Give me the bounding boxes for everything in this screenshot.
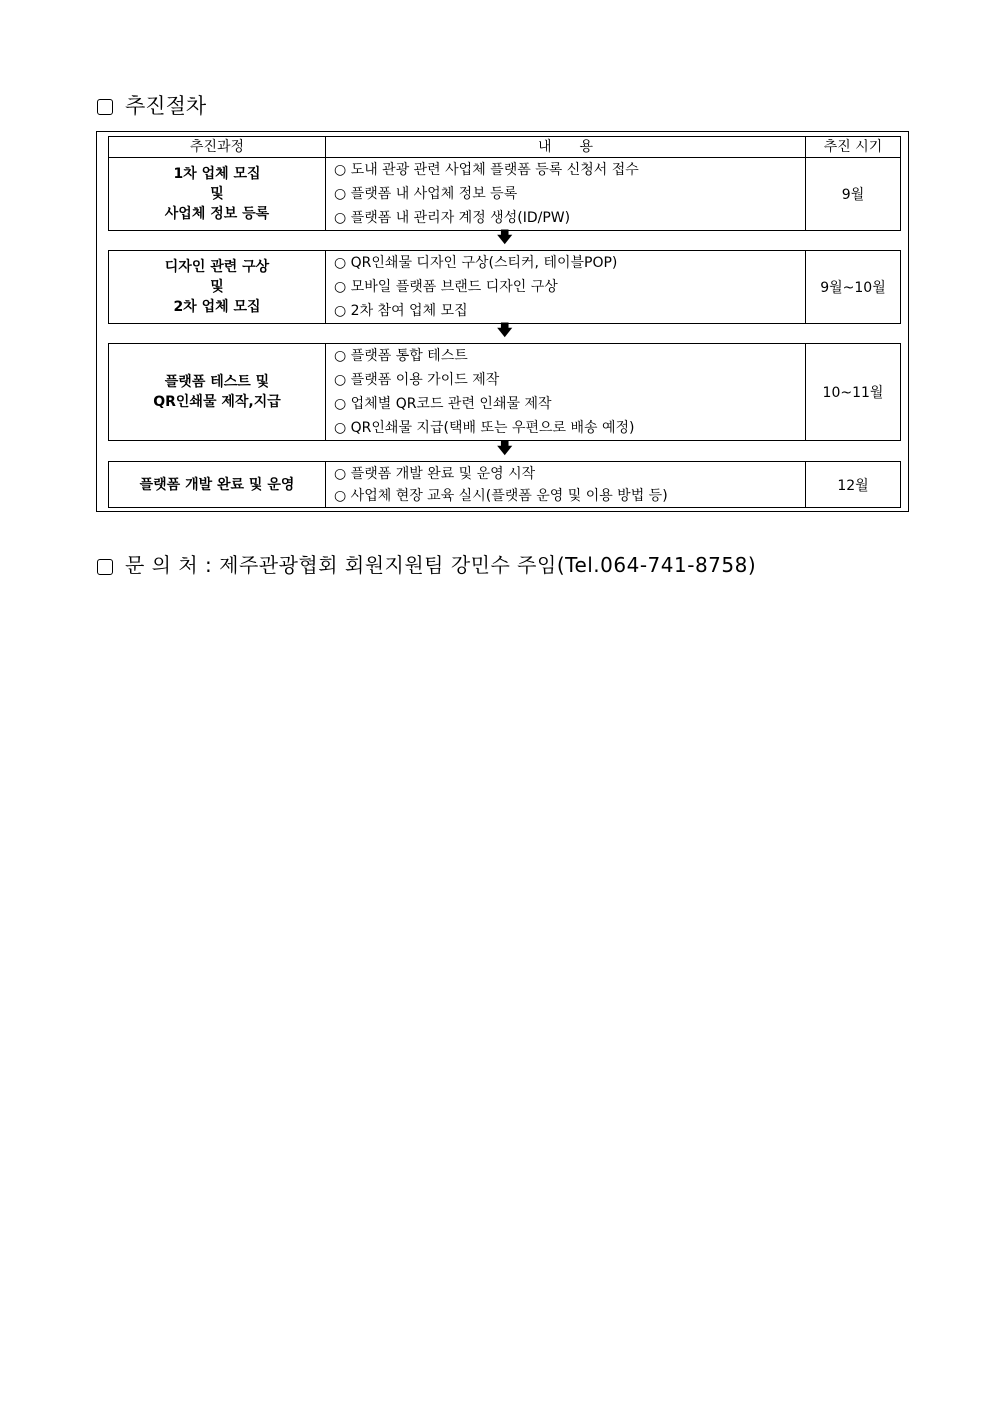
checkbox-square-icon [97,99,113,115]
section-title-text: 추진절차 [125,94,207,118]
period: 9월 [806,158,901,231]
stage-label: 및 [210,279,224,295]
stage-row-1 [109,158,901,231]
stage-label: 1차 업체 모집 [173,166,261,182]
stage-label: 및 [210,186,224,202]
content-item: ○ 플랫폼 내 사업체 정보 등록 [334,186,518,202]
content-item: ○ 플랫폼 내 관리자 계정 생성(ID/PW) [334,210,571,226]
contact-info [97,551,756,579]
stage-label: QR인쇄물 제작,지급 [153,394,281,410]
stage-label: 2차 업체 모집 [173,299,261,315]
content-item: ○ QR인쇄물 디자인 구상(스티커, 테이블POP) [334,255,618,271]
stage-row-3 [109,344,901,441]
stage-table-4 [108,461,901,508]
content-item: ○ 도내 관광 관련 사업체 플랫폼 등록 신청서 접수 [334,162,639,178]
content-item: ○ 모바일 플랫폼 브랜드 디자인 구상 [334,279,558,295]
header-content: 내 용 [326,137,806,158]
content-item: ○ 2차 참여 업체 모집 [334,303,468,319]
stage-label: 디자인 관련 구상 [164,259,270,275]
content-item: ○ 플랫폼 개발 완료 및 운영 시작 [334,465,536,482]
period: 12월 [806,462,901,508]
header-period: 추진 시기 [806,137,901,158]
content-item: ○ QR인쇄물 지급(택배 또는 우편으로 배송 예정) [334,420,635,436]
arrow-down-icon: 🡇 [497,439,513,457]
content-item: ○ 플랫폼 이용 가이드 제작 [334,372,500,388]
arrow-down-icon: 🡇 [497,321,513,339]
stage-label: 플랫폼 개발 완료 및 운영 [139,476,295,493]
content-item: ○ 플랫폼 통합 테스트 [334,348,468,364]
stage-table-2 [108,250,901,324]
stage-table-3 [108,343,901,441]
period: 10~11월 [806,344,901,441]
stage-row-4 [109,462,901,508]
arrow-down-icon: 🡇 [497,228,513,246]
content-item: ○ 사업체 현장 교육 실시(플랫폼 운영 및 이용 방법 등) [334,487,668,504]
header-table [108,136,901,231]
contact-text: 문 의 처 : 제주관광협회 회원지원팀 강민수 주임(Tel.064-741-8758) [125,553,757,577]
checkbox-square-icon [97,559,113,575]
section-title [97,92,206,120]
header-stage: 추진과정 [109,137,326,158]
stage-row-2 [109,251,901,324]
content-item: ○ 업체별 QR코드 관련 인쇄물 제작 [334,396,552,412]
period: 9월~10월 [806,251,901,324]
stage-label: 플랫폼 테스트 및 [164,374,270,390]
stage-label: 사업체 정보 등록 [164,206,270,222]
